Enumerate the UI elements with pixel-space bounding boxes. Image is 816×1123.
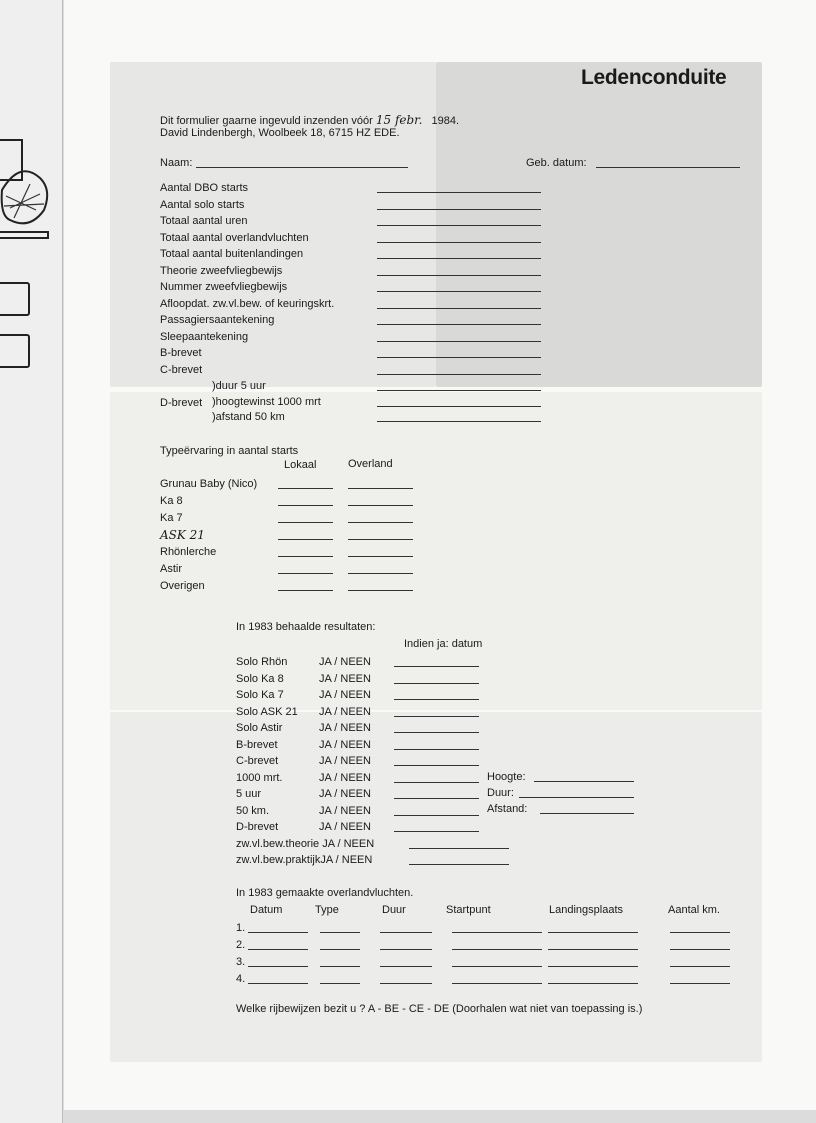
naam-label: Naam: — [160, 157, 193, 169]
flight-col-header: Aantal km. — [668, 904, 720, 916]
flight-col-header: Landingsplaats — [549, 904, 624, 916]
result-label: Solo Rhön — [236, 656, 288, 668]
field-input[interactable] — [377, 225, 541, 226]
page-title: Ledenconduite — [581, 66, 727, 89]
flight-cell-field[interactable] — [548, 966, 638, 967]
dbrevet-hoogte-label: )hoogtewinst 1000 mrt — [212, 396, 321, 408]
dbrevet-duur-field[interactable] — [377, 390, 541, 391]
flight-cell-field[interactable] — [248, 949, 308, 950]
theorie-label: zw.vl.bew.theorie JA / NEEN — [236, 838, 375, 850]
result-yesno[interactable]: JA / NEEN — [319, 672, 371, 685]
lokaal-field[interactable] — [278, 590, 333, 591]
flight-cell-field[interactable] — [380, 932, 432, 933]
result-label: Solo Ka 7 — [236, 689, 284, 701]
field-input[interactable] — [377, 324, 541, 325]
field-label: Sleepaantekening — [160, 330, 249, 343]
type-label: Ka 8 — [160, 495, 183, 507]
result-label: Solo Astir — [236, 722, 283, 734]
dbrevet-afstand-label: )afstand 50 km — [212, 411, 285, 423]
field-input[interactable] — [377, 258, 541, 259]
afstand-label: Afstand: — [487, 803, 528, 815]
flight-cell-field[interactable] — [670, 983, 730, 984]
result-date-field[interactable] — [394, 749, 479, 750]
field-input[interactable] — [377, 308, 541, 309]
type-label: Astir — [160, 563, 182, 575]
result-label: B-brevet — [236, 738, 278, 751]
result-yesno[interactable]: JA / NEEN — [319, 722, 371, 734]
flight-cell-field[interactable] — [320, 966, 360, 967]
flight-cell-field[interactable] — [548, 949, 638, 950]
field-input[interactable] — [377, 357, 541, 358]
result-yesno[interactable]: JA / NEEN — [319, 804, 371, 817]
overland-field[interactable] — [348, 556, 413, 557]
overland-field[interactable] — [348, 590, 413, 591]
result-yesno[interactable]: JA / NEEN — [319, 656, 371, 668]
deadline-date: 15 febr. — [375, 113, 423, 127]
duur-field[interactable] — [519, 797, 634, 798]
result-date-field[interactable] — [394, 798, 479, 799]
flight-col-header: Duur — [382, 904, 406, 916]
overland-field[interactable] — [348, 522, 413, 523]
flight-cell-field[interactable] — [248, 932, 308, 933]
field-label: B-brevet — [160, 347, 202, 359]
result-date-field[interactable] — [394, 765, 479, 766]
flight-row-number: 3. — [236, 956, 246, 968]
field-label: Nummer zweefvliegbewijs — [160, 281, 288, 293]
dbrevet-hoogte-field[interactable] — [377, 406, 541, 407]
flight-cell-field[interactable] — [548, 932, 638, 933]
field-label: Totaal aantal uren — [160, 215, 248, 227]
type-label: ASK 21 — [160, 528, 205, 542]
dbrevet-label: D-brevet — [160, 397, 203, 409]
left-page-strip — [0, 0, 63, 1123]
afstand-field[interactable] — [540, 813, 634, 814]
flight-cell-field[interactable] — [452, 966, 542, 967]
result-yesno[interactable]: JA / NEEN — [319, 755, 371, 767]
praktijk-field[interactable] — [409, 864, 509, 865]
flight-cell-field[interactable] — [548, 983, 638, 984]
result-label: D-brevet — [236, 821, 279, 833]
lokaal-field[interactable] — [278, 556, 333, 557]
result-label: 50 km. — [236, 804, 270, 817]
intro-line-2: David Lindenbergh, Woolbeek 18, 6715 HZ EDE. — [160, 127, 400, 139]
dbrevet-duur-label: )duur 5 uur — [212, 380, 266, 392]
intro-line-1: Dit formulier gaarne ingevuld inzenden vóór 15 febr. 1984. — [160, 113, 459, 127]
type-label: Overigen — [160, 580, 205, 592]
flight-col-header: Datum — [250, 904, 283, 916]
duur-label: Duur: — [487, 787, 514, 799]
flight-cell-field[interactable] — [670, 949, 730, 950]
geb-datum-field[interactable] — [596, 167, 740, 168]
sketch-window-2 — [0, 334, 30, 368]
type-heading: Typeërvaring in aantal starts — [160, 445, 299, 457]
result-date-field[interactable] — [394, 732, 479, 733]
flight-cell-field[interactable] — [452, 932, 542, 933]
overland-field[interactable] — [348, 573, 413, 574]
type-label: Grunau Baby (Nico) — [160, 478, 258, 490]
flight-cell-field[interactable] — [380, 966, 432, 967]
flight-cell-field[interactable] — [248, 983, 308, 984]
form-page — [64, 0, 816, 1110]
field-label: Aantal solo starts — [160, 198, 245, 211]
result-label: 1000 mrt. — [236, 771, 283, 784]
field-label: Totaal aantal overlandvluchten — [160, 231, 309, 244]
col-overland: Overland — [348, 458, 393, 470]
result-yesno[interactable]: JA / NEEN — [319, 788, 371, 800]
flight-cell-field[interactable] — [452, 949, 542, 950]
result-date-field[interactable] — [394, 716, 479, 717]
result-date-field[interactable] — [394, 699, 479, 700]
dbrevet-afstand-field[interactable] — [377, 421, 541, 422]
overland-field[interactable] — [348, 539, 413, 540]
geb-datum-label: Geb. datum: — [526, 157, 587, 169]
field-label: Theorie zweefvliegbewijs — [160, 264, 283, 277]
result-label: C-brevet — [236, 755, 279, 767]
result-label: Solo ASK 21 — [236, 705, 298, 718]
flight-cell-field[interactable] — [380, 983, 432, 984]
result-yesno[interactable]: JA / NEEN — [319, 738, 371, 751]
praktijk-label: zw.vl.bew.praktijkJA / NEEN — [236, 854, 373, 866]
lokaal-field[interactable] — [278, 505, 333, 506]
result-date-field[interactable] — [394, 683, 479, 684]
hoogte-field[interactable] — [534, 781, 634, 782]
flight-cell-field[interactable] — [670, 932, 730, 933]
hoogte-label: Hoogte: — [487, 771, 526, 783]
field-label: Afloopdat. zw.vl.bew. of keuringskrt. — [160, 297, 335, 310]
flight-col-header: Type — [315, 904, 339, 916]
result-date-field[interactable] — [394, 782, 479, 783]
field-input[interactable] — [377, 209, 541, 210]
result-label: Solo Ka 8 — [236, 672, 284, 685]
lokaal-field[interactable] — [278, 488, 333, 489]
footer-rijbewijzen: Welke rijbewijzen bezit u ? A - BE - CE - DE (Doorhalen wat niet van toepassing is.) — [236, 1003, 643, 1015]
result-date-field[interactable] — [394, 666, 479, 667]
flight-cell-field[interactable] — [670, 966, 730, 967]
results-heading: In 1983 behaalde resultaten: — [236, 621, 376, 633]
field-label: Passagiersaantekening — [160, 314, 275, 326]
flight-cell-field[interactable] — [452, 983, 542, 984]
col-lokaal: Lokaal — [284, 459, 317, 471]
field-input[interactable] — [377, 291, 541, 292]
flight-row-number: 4. — [236, 973, 246, 985]
result-date-field[interactable] — [394, 815, 479, 816]
field-input[interactable] — [377, 192, 541, 193]
naam-field[interactable] — [196, 167, 408, 168]
lokaal-field[interactable] — [278, 522, 333, 523]
result-date-field[interactable] — [394, 831, 479, 832]
field-input[interactable] — [377, 374, 541, 375]
results-indien: Indien ja: datum — [404, 638, 483, 650]
flight-row-number: 1. — [236, 922, 246, 934]
field-label: C-brevet — [160, 363, 203, 376]
flight-row-number: 2. — [236, 939, 246, 951]
flight-cell-field[interactable] — [248, 966, 308, 967]
theorie-field[interactable] — [409, 848, 509, 849]
result-yesno[interactable]: JA / NEEN — [319, 821, 371, 833]
overland-field[interactable] — [348, 505, 413, 506]
field-label: Aantal DBO starts — [160, 182, 249, 194]
overland-field[interactable] — [348, 488, 413, 489]
field-label: Totaal aantal buitenlandingen — [160, 248, 304, 260]
lokaal-field[interactable] — [278, 573, 333, 574]
flight-cell-field[interactable] — [320, 949, 360, 950]
result-label: 5 uur — [236, 788, 262, 800]
flight-cell-field[interactable] — [380, 949, 432, 950]
field-input[interactable] — [377, 275, 541, 276]
result-yesno[interactable]: JA / NEEN — [319, 771, 371, 784]
flight-cell-field[interactable] — [320, 983, 360, 984]
sketch-window-1 — [0, 282, 30, 316]
flights-heading: In 1983 gemaakte overlandvluchten. — [236, 887, 414, 899]
type-label: Rhönlerche — [160, 546, 217, 558]
result-yesno[interactable]: JA / NEEN — [319, 705, 371, 718]
result-yesno[interactable]: JA / NEEN — [319, 689, 371, 701]
field-input[interactable] — [377, 341, 541, 342]
flight-col-header: Startpunt — [446, 904, 491, 916]
type-label: Ka 7 — [160, 512, 183, 524]
lokaal-field[interactable] — [278, 539, 333, 540]
flight-cell-field[interactable] — [320, 932, 360, 933]
field-input[interactable] — [377, 242, 541, 243]
